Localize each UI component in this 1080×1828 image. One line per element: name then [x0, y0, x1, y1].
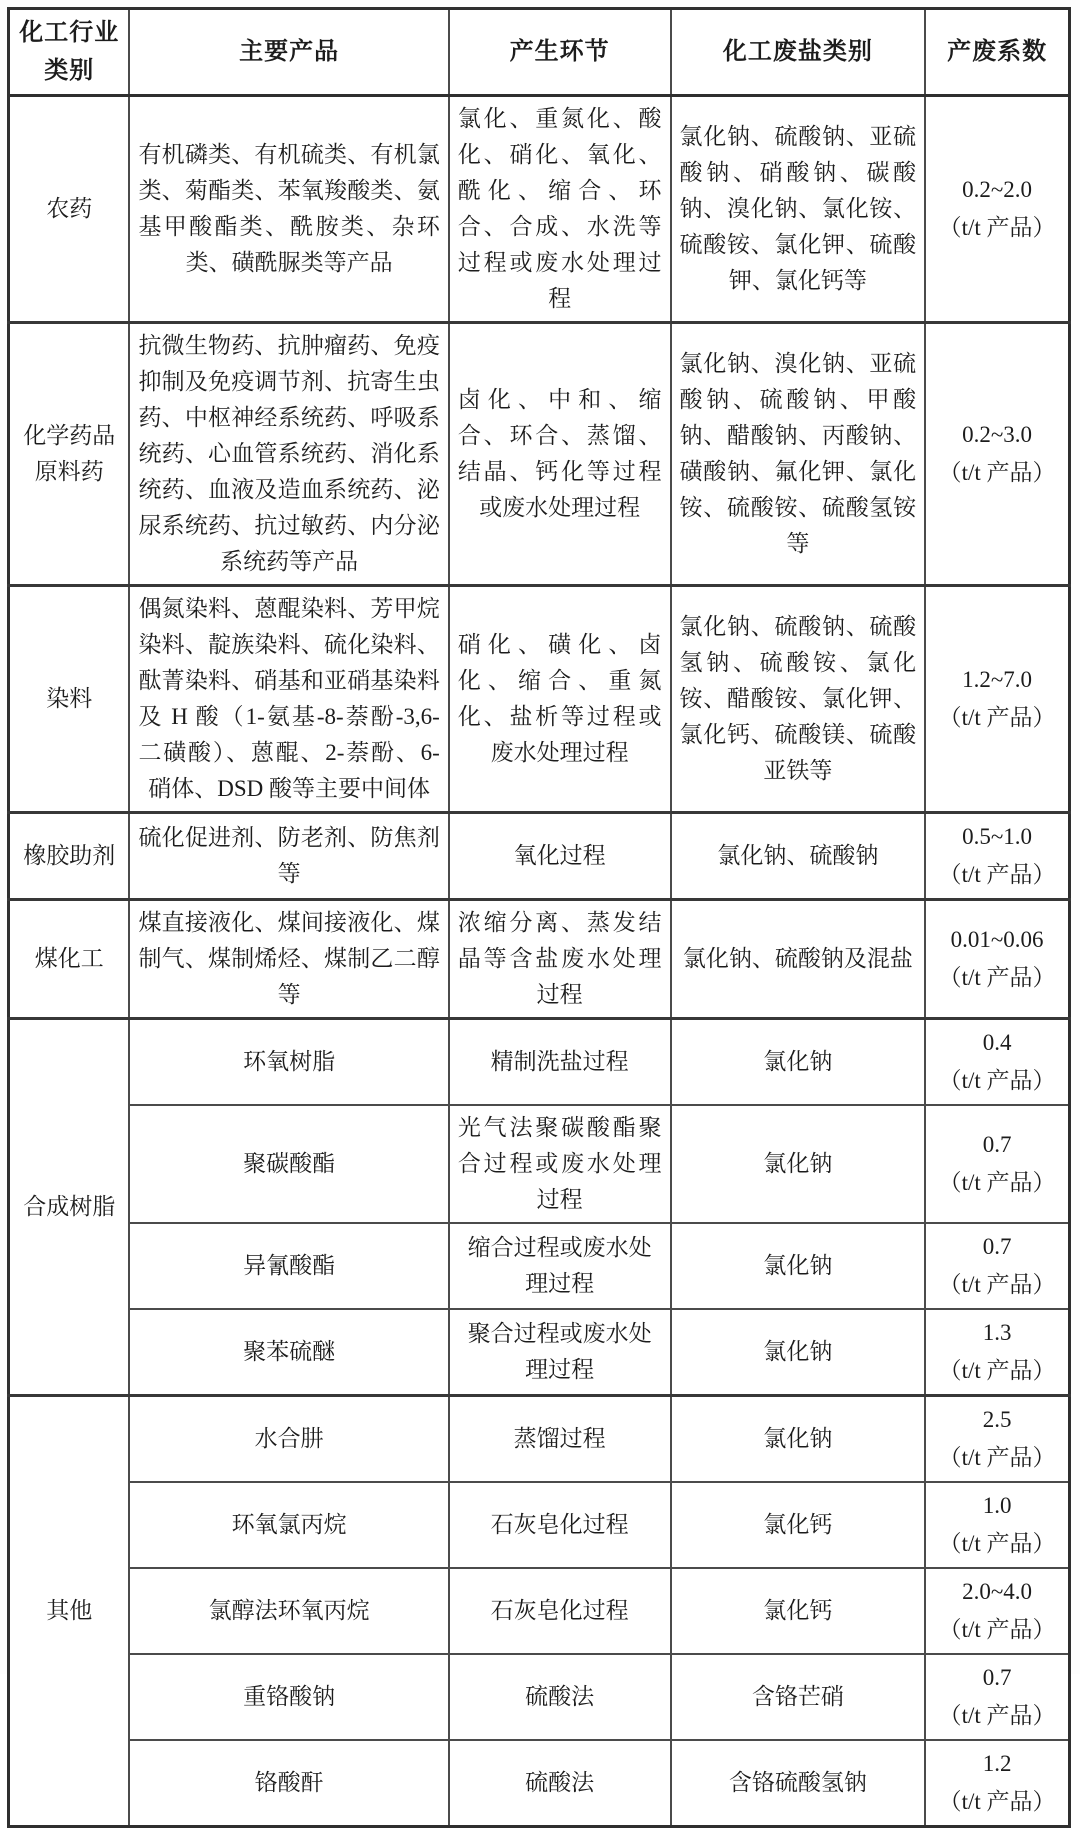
coefficient-unit: （t/t 产品） [938, 1068, 1056, 1093]
process-cell: 硝化、磺化、卤化、缩合、重氮化、盐析等过程或废水处理过程 [449, 586, 671, 813]
coefficient-value: 2.0~4.0 [962, 1579, 1033, 1604]
products-cell: 环氧树脂 [129, 1019, 448, 1106]
table-row [9, 323, 1070, 586]
coefficient-value: 0.2~3.0 [962, 422, 1033, 447]
coefficient-unit: （t/t 产品） [938, 1531, 1056, 1556]
salts-cell: 氯化钙 [671, 1482, 926, 1568]
salts-cell: 含铬硫酸氢钠 [671, 1740, 926, 1827]
table-row [9, 1396, 1070, 1483]
coefficient-unit: （t/t 产品） [938, 1789, 1056, 1814]
process-cell: 蒸馏过程 [449, 1396, 671, 1483]
coefficient-unit: （t/t 产品） [938, 965, 1056, 990]
coefficient-unit: （t/t 产品） [938, 1170, 1056, 1195]
products-cell: 异氰酸酯 [129, 1223, 448, 1309]
process-cell: 氧化过程 [449, 813, 671, 900]
salts-cell: 含铬芒硝 [671, 1654, 926, 1740]
coefficient-cell [925, 813, 1069, 900]
products-cell: 抗微生物药、抗肿瘤药、免疫抑制及免疫调节剂、抗寄生虫药、中枢神经系统药、呼吸系统药、心血管系统药、消化系统药、血液及造血系统药、泌尿系统药、抗过敏药、内分泌系统药等产品 [129, 323, 448, 586]
table-row [9, 586, 1070, 813]
products-cell: 煤直接液化、煤间接液化、煤制气、煤制烯烃、煤制乙二醇等 [129, 900, 448, 1019]
table-body [9, 96, 1070, 1827]
coefficient-cell [925, 1309, 1069, 1396]
column-header-waste-coefficient: 产废系数 [925, 9, 1069, 96]
coefficient-value: 1.2 [982, 1751, 1012, 1776]
table-row [9, 1482, 1070, 1568]
process-cell: 卤化、中和、缩合、环合、蒸馏、结晶、钙化等过程或废水处理过程 [449, 323, 671, 586]
category-cell: 橡胶助剂 [9, 813, 130, 900]
process-cell: 硫酸法 [449, 1740, 671, 1827]
category-cell: 化学药品原料药 [9, 323, 130, 586]
process-cell: 聚合过程或废水处理过程 [449, 1309, 671, 1396]
header-row [9, 9, 1070, 96]
salts-cell: 氯化钠 [671, 1309, 926, 1396]
salts-cell: 氯化钠、硫酸钠 [671, 813, 926, 900]
table-row [9, 1740, 1070, 1827]
coefficient-cell [925, 1396, 1069, 1483]
waste-salt-table [7, 7, 1071, 1828]
coefficient-cell [925, 1223, 1069, 1309]
coefficient-value: 0.7 [982, 1234, 1012, 1259]
coefficient-unit: （t/t 产品） [938, 1358, 1056, 1383]
salts-cell: 氯化钠 [671, 1105, 926, 1223]
coefficient-unit: （t/t 产品） [938, 215, 1056, 240]
coefficient-unit: （t/t 产品） [938, 1445, 1056, 1470]
category-cell: 农药 [9, 96, 130, 323]
coefficient-cell [925, 1568, 1069, 1654]
table-header [9, 9, 1070, 96]
table-row [9, 1223, 1070, 1309]
coefficient-unit: （t/t 产品） [938, 1617, 1056, 1642]
table-row [9, 1019, 1070, 1106]
salts-cell: 氯化钠、硫酸钠及混盐 [671, 900, 926, 1019]
salts-cell: 氯化钠 [671, 1223, 926, 1309]
products-cell: 聚苯硫醚 [129, 1309, 448, 1396]
process-cell: 石灰皂化过程 [449, 1568, 671, 1654]
coefficient-unit: （t/t 产品） [938, 705, 1056, 730]
column-header-main-products: 主要产品 [129, 9, 448, 96]
table-row [9, 1654, 1070, 1740]
table-row [9, 900, 1070, 1019]
column-header-industry-category: 化工行业类别 [9, 9, 130, 96]
coefficient-unit: （t/t 产品） [938, 1703, 1056, 1728]
products-cell: 硫化促进剂、防老剂、防焦剂等 [129, 813, 448, 900]
table-row [9, 1105, 1070, 1223]
table-row [9, 813, 1070, 900]
category-cell: 染料 [9, 586, 130, 813]
process-cell: 浓缩分离、蒸发结晶等含盐废水处理过程 [449, 900, 671, 1019]
process-cell: 光气法聚碳酸酯聚合过程或废水处理过程 [449, 1105, 671, 1223]
coefficient-value: 0.2~2.0 [962, 177, 1033, 202]
table-row [9, 96, 1070, 323]
products-cell: 重铬酸钠 [129, 1654, 448, 1740]
column-header-generation-stage: 产生环节 [449, 9, 671, 96]
column-header-waste-salt-type: 化工废盐类别 [671, 9, 926, 96]
products-cell: 聚碳酸酯 [129, 1105, 448, 1223]
process-cell: 精制洗盐过程 [449, 1019, 671, 1106]
coefficient-cell [925, 1654, 1069, 1740]
coefficient-cell [925, 1105, 1069, 1223]
salts-cell: 氯化钠 [671, 1396, 926, 1483]
process-cell: 缩合过程或废水处理过程 [449, 1223, 671, 1309]
coefficient-cell [925, 96, 1069, 323]
products-cell: 水合肼 [129, 1396, 448, 1483]
table-row [9, 1309, 1070, 1396]
process-cell: 氯化、重氮化、酸化、硝化、氧化、酰化、缩合、环合、合成、水洗等过程或废水处理过程 [449, 96, 671, 323]
coefficient-cell [925, 586, 1069, 813]
process-cell: 硫酸法 [449, 1654, 671, 1740]
salts-cell: 氯化钠、溴化钠、亚硫酸钠、硫酸钠、甲酸钠、醋酸钠、丙酸钠、磺酸钠、氟化钾、氯化铵、硫酸铵、硫酸氢铵等 [671, 323, 926, 586]
coefficient-unit: （t/t 产品） [938, 862, 1056, 887]
coefficient-cell [925, 1482, 1069, 1568]
products-cell: 氯醇法环氧丙烷 [129, 1568, 448, 1654]
coefficient-value: 0.5~1.0 [962, 824, 1033, 849]
coefficient-value: 1.2~7.0 [962, 667, 1033, 692]
category-cell: 煤化工 [9, 900, 130, 1019]
salts-cell: 氯化钙 [671, 1568, 926, 1654]
coefficient-unit: （t/t 产品） [938, 460, 1056, 485]
salts-cell: 氯化钠 [671, 1019, 926, 1106]
coefficient-value: 2.5 [982, 1407, 1012, 1432]
coefficient-value: 1.3 [982, 1320, 1012, 1345]
category-cell: 合成树脂 [9, 1019, 130, 1396]
table-row [9, 1568, 1070, 1654]
products-cell: 铬酸酐 [129, 1740, 448, 1827]
coefficient-value: 0.01~0.06 [950, 927, 1044, 952]
coefficient-unit: （t/t 产品） [938, 1272, 1056, 1297]
products-cell: 有机磷类、有机硫类、有机氯类、菊酯类、苯氧羧酸类、氨基甲酸酯类、酰胺类、杂环类、磺酰脲类等产品 [129, 96, 448, 323]
coefficient-cell [925, 1740, 1069, 1827]
coefficient-value: 0.4 [982, 1030, 1012, 1055]
coefficient-value: 0.7 [982, 1665, 1012, 1690]
coefficient-cell [925, 1019, 1069, 1106]
coefficient-cell [925, 323, 1069, 586]
coefficient-cell [925, 900, 1069, 1019]
process-cell: 石灰皂化过程 [449, 1482, 671, 1568]
category-cell: 其他 [9, 1396, 130, 1827]
products-cell: 偶氮染料、蒽醌染料、芳甲烷染料、靛族染料、硫化染料、酞菁染料、硝基和亚硝基染料及 H 酸（1-氨基-8-萘酚-3,6-二磺酸）、蒽醌、2-萘酚、6-硝体、DSD 酸等主要中间体 [129, 586, 448, 813]
salts-cell: 氯化钠、硫酸钠、硫酸氢钠、硫酸铵、氯化铵、醋酸铵、氯化钾、氯化钙、硫酸镁、硫酸亚铁等 [671, 586, 926, 813]
coefficient-value: 1.0 [982, 1493, 1012, 1518]
salts-cell: 氯化钠、硫酸钠、亚硫酸钠、硝酸钠、碳酸钠、溴化钠、氯化铵、硫酸铵、氯化钾、硫酸钾、氯化钙等 [671, 96, 926, 323]
products-cell: 环氧氯丙烷 [129, 1482, 448, 1568]
coefficient-value: 0.7 [982, 1132, 1012, 1157]
